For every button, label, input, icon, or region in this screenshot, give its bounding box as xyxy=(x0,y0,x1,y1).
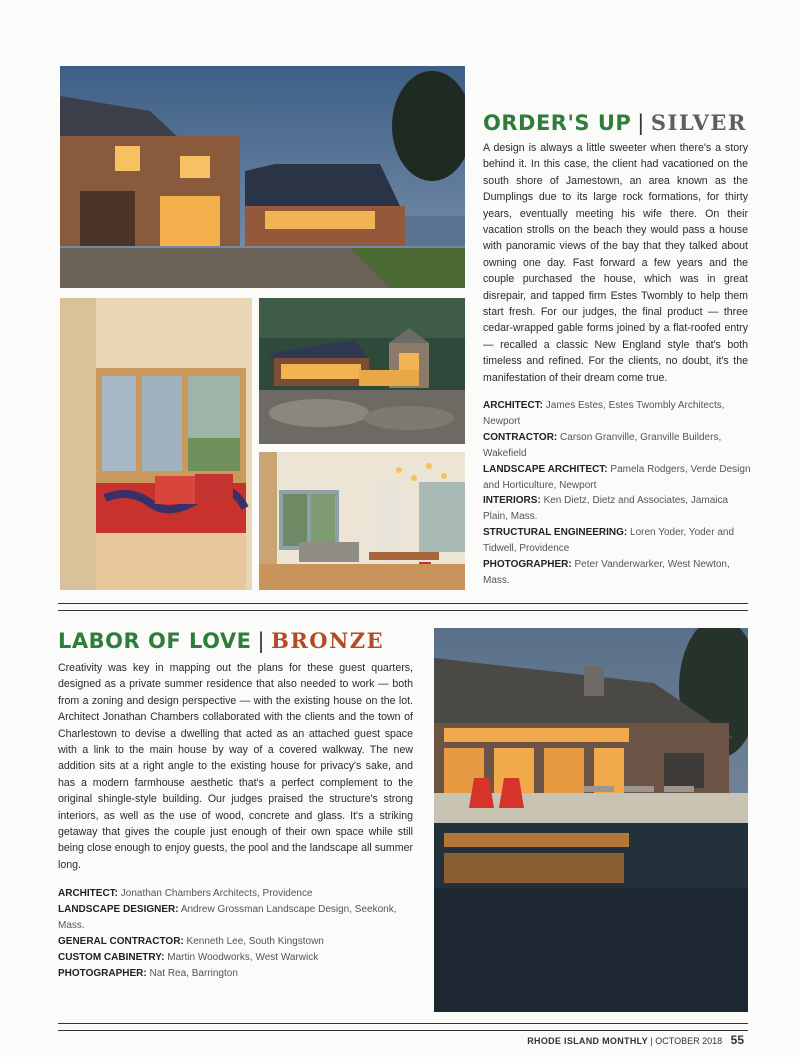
heading-divider: | xyxy=(257,629,266,653)
credit-line: CONTRACTOR: Carson Granville, Granville Builders, Wakefield xyxy=(483,431,722,459)
credit-line: ARCHITECT: James Estes, Estes Twombly Architects, Newport xyxy=(483,400,725,427)
credit-line: ARCHITECT: Jonathan Chambers Architects, Providence xyxy=(58,888,313,899)
silver-paragraph: A design is always a little sweeter when there's a story behind it. In this case, the client had vacationed on the south shore of Jamestown, an area known as the Dumplings due to its large rock formations, for thirty years, eventually meeting his wife there. On their vacation strolls on the beach they would pass a house with panoramic views of the bay that they talked about owning one day. Fast forward a few years and the couple purchased the house, which was in great disrepair, and tapped firm Estes Twombly to help them start fresh. For our judges, the final product — three cedar-wrapped gable forms joined by a flat-roofed entry — recalled a classic New England style that's both timeless and refined. For the clients, no doubt, it's the manifestation of their dream come true. xyxy=(483,142,748,384)
section-divider xyxy=(58,603,748,611)
silver-project-title: ORDER'S UP xyxy=(483,111,632,135)
bronze-heading xyxy=(58,628,384,653)
silver-heading xyxy=(483,110,747,135)
bronze-award-label: BRONZE xyxy=(271,628,385,653)
credit-line: STRUCTURAL ENGINEERING: Loren Yoder, Yoder and Tidwell, Providence xyxy=(483,527,735,555)
credit-line: LANDSCAPE DESIGNER: Andrew Grossman Landscape Design, Seekonk, Mass. xyxy=(58,903,397,931)
photo-house-on-rocks xyxy=(259,298,465,444)
footer-divider xyxy=(58,1023,748,1031)
bronze-paragraph: Creativity was key in mapping out the plans for these guest quarters, designed as a private summer residence that also needed to work — both from a zoning and design perspective — with the existing house on the lot. Architect Jonathan Chambers collaborated with the clients and the town of Charlestown to devise a dwelling that acted as an attached guest space with a link to the main house by way of a covered walkway. The new addition sits at a right angle to the existing house for privacy's sake, and has a modern farmhouse aesthetic that's a perfect complement to the original shingle-style building. Our judges praised the structure's strong interiors, as well as the use of wood, concrete and glass. It's a striking getaway that gives the couple just enough of their own space while still being close enough to enjoy guests, the pool and the landscape all summer long. xyxy=(58,662,413,871)
bronze-credits xyxy=(58,886,418,981)
credit-line: INTERIORS: Ken Dietz, Dietz and Associates, Jamaica Plain, Mass. xyxy=(483,495,729,523)
credit-line: LANDSCAPE ARCHITECT: Pamela Rodgers, Verde Design and Horticulture, Newport xyxy=(483,463,751,491)
credit-line: PHOTOGRAPHER: Peter Vanderwarker, West Newton, Mass. xyxy=(483,559,730,586)
photo-house-exterior-dusk xyxy=(60,66,465,288)
bronze-project-title: LABOR OF LOVE xyxy=(58,629,252,653)
magazine-name: RHODE ISLAND MONTHLY xyxy=(527,1036,648,1046)
footer-separator: | xyxy=(650,1036,656,1046)
photo-window-seat xyxy=(60,298,252,590)
issue-date: OCTOBER 2018 xyxy=(655,1036,723,1046)
credit-line: PHOTOGRAPHER: Nat Rea, Barrington xyxy=(58,967,238,979)
page-number: 55 xyxy=(730,1033,744,1047)
page-footer xyxy=(527,1033,744,1047)
credit-line: CUSTOM CABINETRY: Martin Woodworks, West Warwick xyxy=(58,951,319,963)
photo-living-interior xyxy=(259,452,465,590)
silver-award-label: SILVER xyxy=(650,110,747,135)
credit-line: GENERAL CONTRACTOR: Kenneth Lee, South Kingstown xyxy=(58,935,324,947)
photo-pool-house xyxy=(434,628,748,1012)
silver-credits xyxy=(483,398,753,589)
heading-divider: | xyxy=(637,111,645,135)
